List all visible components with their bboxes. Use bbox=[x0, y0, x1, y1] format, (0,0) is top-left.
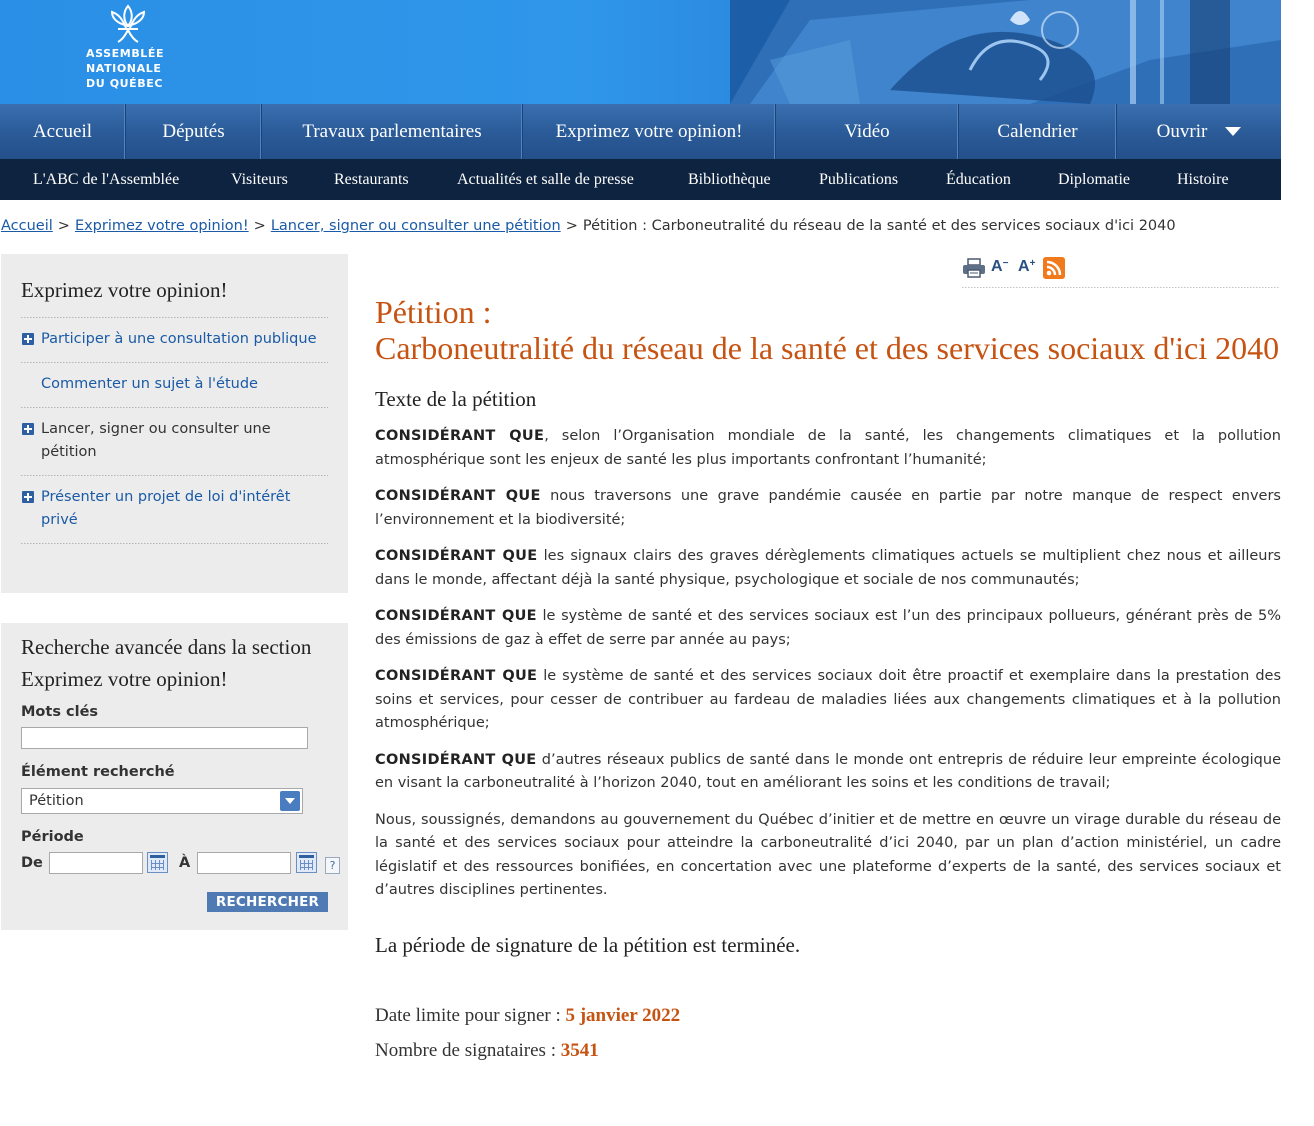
secondary-nav bbox=[0, 159, 1281, 200]
divider bbox=[962, 287, 1280, 288]
breadcrumb-separator: > bbox=[253, 218, 266, 234]
main-nav bbox=[0, 104, 1281, 159]
increase-font-button[interactable]: A+ bbox=[1018, 258, 1036, 275]
period-from-input[interactable] bbox=[49, 852, 143, 874]
section-nav-title: Exprimez votre opinion! bbox=[21, 278, 228, 302]
fleur-de-lys-icon bbox=[108, 4, 148, 48]
element-select[interactable] bbox=[21, 788, 303, 814]
signatories-value: 3541 bbox=[560, 1039, 599, 1061]
logo-text: ASSEMBLÉE NATIONALE DU QUÉBEC bbox=[86, 47, 165, 90]
deadline-value: 5 janvier 2022 bbox=[565, 1004, 681, 1026]
petition-text-heading: Texte de la pétition bbox=[375, 387, 537, 411]
subnav-diplomatie[interactable]: Diplomatie bbox=[1058, 171, 1130, 188]
nav-travaux-parlementaires[interactable]: Travaux parlementaires bbox=[262, 104, 523, 159]
breadcrumb-current: Pétition : Carboneutralité du réseau de la santé et des services sociaux d'ici 2040 bbox=[582, 218, 1176, 234]
period-from-label: De bbox=[21, 855, 43, 871]
calendar-icon[interactable] bbox=[296, 852, 317, 873]
sidebar-item-label[interactable]: Présenter un projet de loi d'intérêt privé bbox=[41, 489, 291, 528]
sidebar-item-projet-loi[interactable] bbox=[21, 476, 328, 543]
breadcrumb-exprimez[interactable]: Exprimez votre opinion! bbox=[74, 218, 249, 234]
divider bbox=[21, 543, 328, 544]
help-icon[interactable]: ? bbox=[325, 857, 340, 874]
considerant-paragraph: CONSIDÉRANT QUE d’autres réseaux publics de santé dans le monde ont entrepris de réduire leur empreinte écologique en visant la carboneutralité à l’horizon 2040, tout en améliorant les soins et les conditions de travail; bbox=[375, 751, 1281, 791]
signing-ended-notice: La période de signature de la pétition est terminée. bbox=[375, 932, 801, 957]
subnav-visiteurs[interactable]: Visiteurs bbox=[231, 171, 288, 188]
subnav-histoire[interactable]: Histoire bbox=[1177, 171, 1229, 188]
element-label: Élément recherché bbox=[21, 764, 175, 780]
keywords-input[interactable] bbox=[21, 727, 308, 749]
sidebar-item-petition[interactable] bbox=[21, 408, 328, 475]
dropdown-arrow-icon[interactable] bbox=[280, 791, 300, 811]
sidebar-item-label: Lancer, signer ou consulter une pétition bbox=[41, 421, 271, 460]
search-button[interactable]: RECHERCHER bbox=[207, 892, 328, 912]
period-to-label: À bbox=[179, 855, 191, 871]
deadline-line bbox=[375, 1005, 1281, 1027]
signatories-line bbox=[375, 1040, 1281, 1062]
breadcrumb-petitions[interactable]: Lancer, signer ou consulter une pétition bbox=[270, 218, 561, 234]
breadcrumb bbox=[1, 218, 1176, 234]
subnav-abc[interactable]: L'ABC de l'Assemblée bbox=[33, 171, 180, 188]
keywords-label: Mots clés bbox=[21, 704, 99, 720]
expand-plus-icon[interactable] bbox=[22, 423, 34, 435]
page-title: Pétition : Carboneutralité du réseau de la santé et des services sociaux d'ici 2040 bbox=[375, 294, 1280, 366]
advanced-search-title: Recherche avancée dans la section Exprimez votre opinion! bbox=[21, 635, 312, 691]
subnav-publications[interactable]: Publications bbox=[819, 171, 899, 188]
site-banner bbox=[0, 0, 1281, 104]
considerant-paragraph: CONSIDÉRANT QUE, selon l’Organisation mondiale de la santé, les changements climatiques et la pollution atmosphérique sont les enjeux de santé les plus importants confrontant l’humanité; bbox=[375, 428, 1281, 468]
rss-icon[interactable] bbox=[1043, 257, 1065, 279]
considerant-paragraph: CONSIDÉRANT QUE les signaux clairs des graves dérèglements climatiques actuels se multiplient chez nous et ailleurs dans le monde, affectant déjà la santé physique, psychologique et sociale de nos communautés; bbox=[375, 548, 1281, 588]
subnav-restaurants[interactable]: Restaurants bbox=[334, 171, 409, 188]
subnav-education[interactable]: Éducation bbox=[946, 171, 1011, 188]
printer-icon[interactable] bbox=[962, 258, 986, 278]
breadcrumb-accueil[interactable]: Accueil bbox=[1, 218, 53, 234]
chevron-down-icon bbox=[1225, 127, 1241, 136]
section-nav-list bbox=[21, 317, 328, 544]
deadline-label: Date limite pour signer : bbox=[375, 1004, 566, 1026]
decrease-font-button[interactable]: A− bbox=[991, 258, 1009, 275]
sidebar-item-label[interactable]: Commenter un sujet à l'étude bbox=[41, 376, 258, 392]
sidebar-item-commenter[interactable] bbox=[21, 363, 328, 407]
sidebar-item-consultation[interactable] bbox=[21, 318, 328, 362]
assemblee-logo[interactable] bbox=[86, 4, 176, 100]
page-tools bbox=[962, 256, 1082, 280]
considerant-paragraph: CONSIDÉRANT QUE le système de santé et des services sociaux est l’un des principaux pollueurs, générant près de 5% des émissions de gaz à effet de serre par année au pays; bbox=[375, 608, 1281, 648]
element-select-value: Pétition bbox=[29, 793, 84, 809]
nav-deputes[interactable]: Députés bbox=[126, 104, 262, 159]
petition-request: Nous, soussignés, demandons au gouvernement du Québec d’initier et de mettre en œuvre un virage durable du réseau de la santé et des services sociaux pour atteindre la carboneutralité d’ici 2040, par un plan d’action ministériel, un cadre législatif et des ressources bonifiées, en concertation avec une plateforme d’experts de la santé, des services sociaux et d’autres disciplines pertinentes. bbox=[375, 811, 1281, 898]
considerant-paragraph: CONSIDÉRANT QUE le système de santé et des services sociaux doit être proactif et exemplaire dans la prestation des soins et services, pour cesser de contribuer au fardeau de maladies liées aux changements climatiques et à la pollution atmosphérique; bbox=[375, 668, 1282, 731]
breadcrumb-separator: > bbox=[565, 218, 578, 234]
expand-plus-icon[interactable] bbox=[22, 491, 34, 503]
nav-ouvrir[interactable]: Ouvrir bbox=[1117, 104, 1281, 159]
expand-plus-icon[interactable] bbox=[22, 333, 34, 345]
calendar-icon[interactable] bbox=[147, 852, 168, 873]
nav-video[interactable]: Vidéo bbox=[776, 104, 959, 159]
signatories-label: Nombre de signataires : bbox=[375, 1039, 561, 1061]
breadcrumb-separator: > bbox=[57, 218, 70, 234]
subnav-actualites[interactable]: Actualités et salle de presse bbox=[457, 171, 634, 188]
period-to-input[interactable] bbox=[197, 852, 291, 874]
period-label: Période bbox=[21, 829, 84, 845]
nav-calendrier[interactable]: Calendrier bbox=[959, 104, 1117, 159]
sidebar-item-label[interactable]: Participer à une consultation publique bbox=[41, 331, 317, 347]
section-nav-panel bbox=[1, 254, 348, 593]
nav-accueil[interactable]: Accueil bbox=[0, 104, 126, 159]
petition-content bbox=[375, 294, 1281, 1062]
nav-exprimez-opinion[interactable]: Exprimez votre opinion! bbox=[523, 104, 776, 159]
advanced-search-panel bbox=[1, 623, 348, 930]
subnav-bibliotheque[interactable]: Bibliothèque bbox=[688, 171, 771, 188]
considerant-paragraph: CONSIDÉRANT QUE nous traversons une grave pandémie causée en partie par notre manque de respect envers l’environnement et la biodiversité; bbox=[375, 488, 1281, 528]
parliament-building-image bbox=[730, 0, 1281, 104]
